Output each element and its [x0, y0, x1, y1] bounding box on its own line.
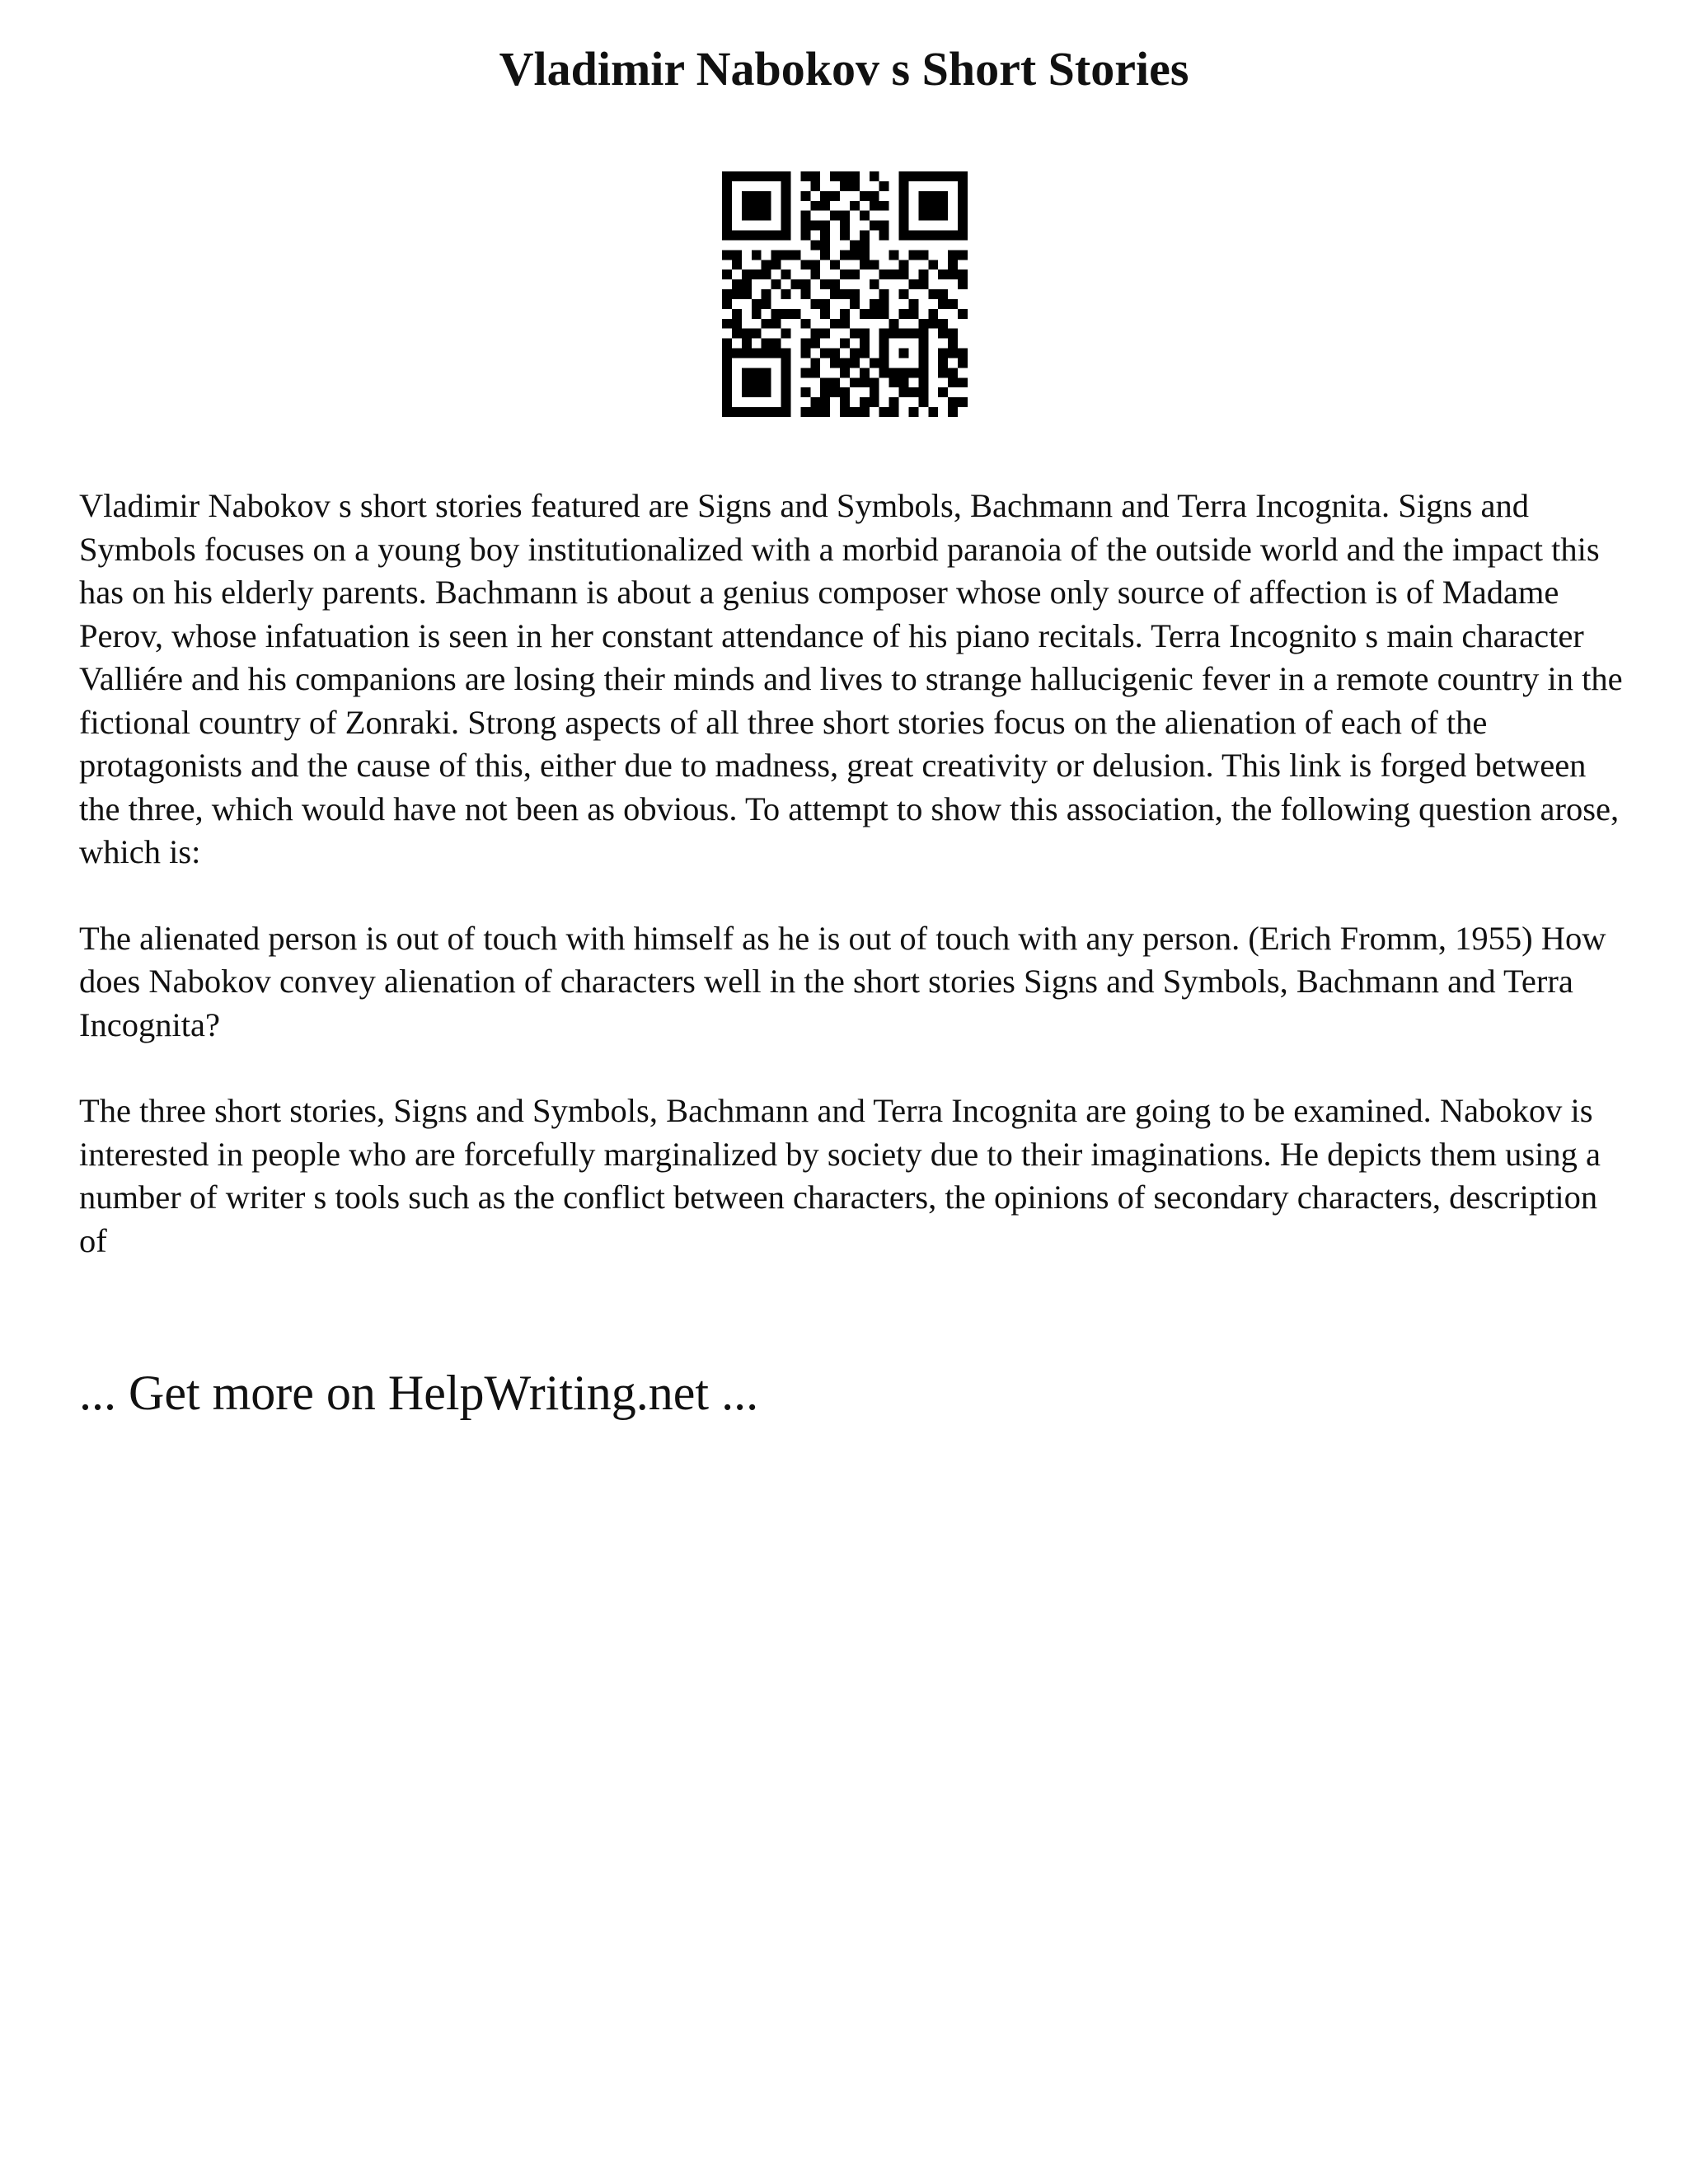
paragraph-intro: Vladimir Nabokov s short stories featured are Signs and Symbols, Bachmann and Terra Incognita. Signs and Symbols focuses on a young boy institutionalized with a morbid paranoia of the outside world and the impact this has on his elderly parents. Bachmann is about a genius composer whose only source of affection is of Madame Perov, whose infatuation is seen in her constant attendance of his piano recitals. Terra Incognito s main character Valliére and his companions are losing their minds and lives to strange hallucigenic fever in a remote country in the fictional country of Zonraki. Strong aspects of all three short stories focus on the alienation of each of the protagonists and the cause of this, either due to madness, great creativity or delusion. This link is forged between the three, which would have not been as obvious. To attempt to show this association, the following question arose, which is: — [79, 487, 1623, 870]
paragraph-question: The alienated person is out of touch with himself as he is out of touch with any person. (Erich Fromm, 1955) How does Nabokov convey alienation of characters well in the short stories Signs and Symbols, Bachmann and Terra Incognita? — [79, 919, 1606, 1043]
page-title: Vladimir Nabokov s Short Stories — [499, 42, 1189, 96]
get-more-link[interactable]: ... Get more on HelpWriting.net ... — [79, 1366, 759, 1420]
essay-body — [79, 485, 1629, 1305]
qr-code-icon[interactable] — [722, 171, 968, 417]
qr-code-graphic — [722, 171, 968, 417]
paragraph-examination: The three short stories, Signs and Symbols, Bachmann and Terra Incognita are going to be examined. Nabokov is interested in people who are forcefully marginalized by society due to their imaginations. He depicts them using a number of writer s tools such as the conflict between characters, the opinions of secondary characters, description of — [79, 1092, 1601, 1259]
